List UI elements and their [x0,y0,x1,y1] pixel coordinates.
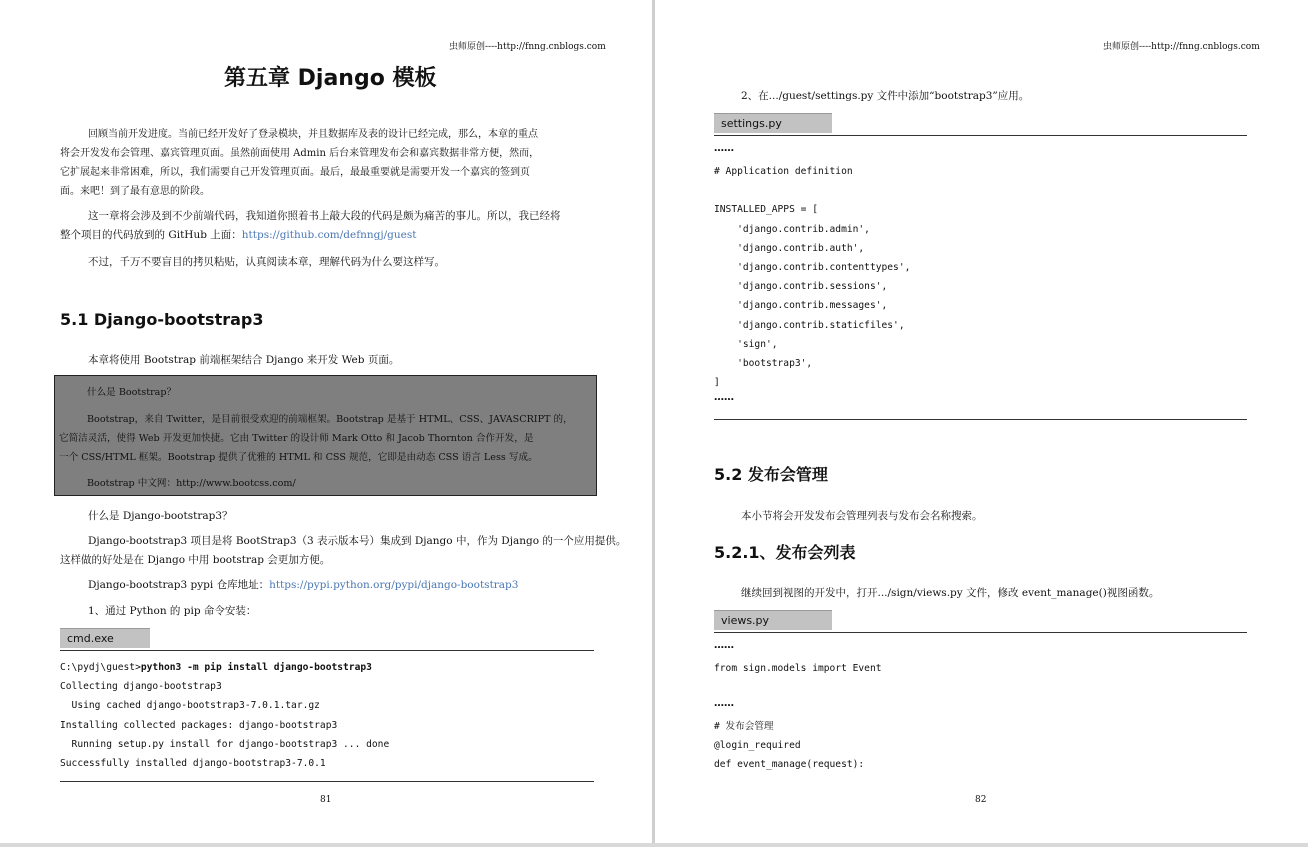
paragraph-line: 这一章将会涉及到不少前端代码，我知道你照着书上敲大段的代码是颇为痛苦的事儿。所以，我已经将 [88,210,561,222]
code-line: 'django.contrib.contenttypes', [714,262,911,274]
code-line: Installing collected packages: django-bootstrap3 [60,719,338,731]
note-line: Bootstrap，来自 Twitter，是目前很受欢迎的前端框架。Bootstrap 是基于 HTML、CSS、JAVASCRIPT 的， [87,414,573,425]
code-top-rule [714,632,1247,633]
page-header: 虫师原创----http://fnng.cnblogs.com [1103,42,1260,52]
paragraph-github [60,207,600,245]
intro-line: 回顾当前开发进度。当前已经开发好了登录模块，并且数据库及表的设计已经完成，那么，本章的重点 [88,129,538,140]
code-line: # 发布会管理 [714,721,774,732]
pypi-link[interactable]: https://pypi.python.org/pypi/django-bootstrap3 [269,579,519,591]
code-line: INSTALLED_APPS = [ [714,204,818,216]
code-top-rule [714,135,1247,136]
paragraph-line: 这样做的好处是在 Django 中用 bootstrap 会更加方便。 [60,554,331,566]
chapter-title: 第五章 Django 模板 [224,66,437,91]
pypi-label: Django-bootstrap3 pypi 仓库地址： [88,579,270,591]
intro-paragraph [60,125,600,201]
code-line: 'django.contrib.auth', [714,242,865,254]
github-link[interactable]: https://github.com/defnngj/guest [241,229,417,241]
ellipsis: …… [714,698,734,709]
code-top-rule [60,650,594,651]
section-heading-5-1: 5.1 Django-bootstrap3 [60,310,264,329]
note-line: 它简洁灵活，使得 Web 开发更加快捷。它由 Twitter 的设计师 Mark Otto 和 Jacob Thornton 合作开发，是 [59,433,534,444]
code-line: Successfully installed django-bootstrap3-7.0.1 [60,758,326,770]
code-tab-settings: settings.py [714,113,832,133]
code-bottom-rule [714,419,1247,420]
note-line: 一个 CSS/HTML 框架。Bootstrap 提供了优雅的 HTML 和 CSS 规范，它即是由动态 CSS 语言 Less 写成。 [59,452,538,463]
code-line: def event_manage(request): [714,759,865,771]
code-line: 'bootstrap3', [714,358,813,370]
page-number: 81 [320,795,332,805]
code-line: 'sign', [714,338,778,350]
question-bootstrap3: 什么是 Django-bootstrap3？ [88,510,233,522]
code-line: ] [714,377,720,389]
step-2: 2、在.../guest/settings.py 文件中添加“bootstrap3”应用。 [741,90,1030,102]
ellipsis: …… [714,392,734,403]
code-import-line: from sign.models import Event [714,663,882,674]
subsection-heading-5-2-1: 5.2.1、发布会列表 [714,543,856,562]
code-line: # Application definition [714,166,853,177]
right-page [655,0,1308,843]
paragraph-warning: 不过，千万不要盲目的拷贝粘贴，认真阅读本章，理解代码为什么要这样写。 [88,256,445,268]
intro-line: 它扩展起来非常困难，所以，我们需要自己开发管理页面。最后，最最重要就是需要开发一个嘉宾的签到页 [60,167,530,178]
page-header: 虫师原创----http://fnng.cnblogs.com [449,42,606,52]
intro-line: 将会开发发布会管理、嘉宾管理页面。虽然前面使用 Admin 后台来管理发布会和嘉宾数据非常方便，然而， [60,148,540,159]
code-line: 'django.contrib.sessions', [714,281,888,293]
code-prompt: C:\pydj\guest> [60,662,141,673]
paragraph-line: 整个项目的代码放到的 GitHub 上面： [60,229,242,241]
code-block-views [714,717,864,775]
section-heading-5-2: 5.2 发布会管理 [714,465,828,484]
code-line: Collecting django-bootstrap3 [60,681,222,693]
paragraph-line: Django-bootstrap3 项目是将 BootStrap3（3 表示版本号）集成到 Django 中，作为 Django 的一个应用提供。 [88,535,627,547]
left-page [0,0,652,843]
code-line: 'django.contrib.staticfiles', [714,319,905,331]
code-line: Using cached django-bootstrap3-7.0.1.tar.gz [60,700,320,712]
code-block-settings [714,162,910,392]
code-tab-cmd: cmd.exe [60,628,150,648]
note-question: 什么是 Bootstrap？ [87,387,177,398]
bootstrap-note-box [54,375,597,496]
ellipsis: …… [714,143,734,154]
code-line: 'django.contrib.messages', [714,300,888,312]
section-intro: 本小节将会开发发布会管理列表与发布会名称搜索。 [741,510,983,522]
step-1: 1、通过 Python 的 pip 命令安装： [88,605,257,617]
subsection-intro: 继续回到视图的开发中，打开.../sign/views.py 文件，修改 event_manage()视图函数。 [741,587,1160,599]
code-line: Running setup.py install for django-bootstrap3 ... done [60,738,390,750]
code-tab-views: views.py [714,610,832,630]
code-line: 'django.contrib.admin', [714,223,870,235]
paragraph-django-bootstrap3 [60,532,627,570]
note-url-line: Bootstrap 中文网：http://www.bootcss.com/ [87,478,296,489]
code-bottom-rule [60,781,594,782]
ellipsis: …… [714,640,734,651]
section-intro: 本章将使用 Bootstrap 前端框架结合 Django 来开发 Web 页面。 [88,354,400,366]
pypi-line [88,576,518,595]
intro-line: 面。来吧！到了最有意思的阶段。 [60,186,210,197]
page-number: 82 [975,795,987,805]
code-block-cmd [60,658,389,773]
code-line: @login_required [714,740,801,752]
code-command: python3 -m pip install django-bootstrap3 [140,662,372,673]
